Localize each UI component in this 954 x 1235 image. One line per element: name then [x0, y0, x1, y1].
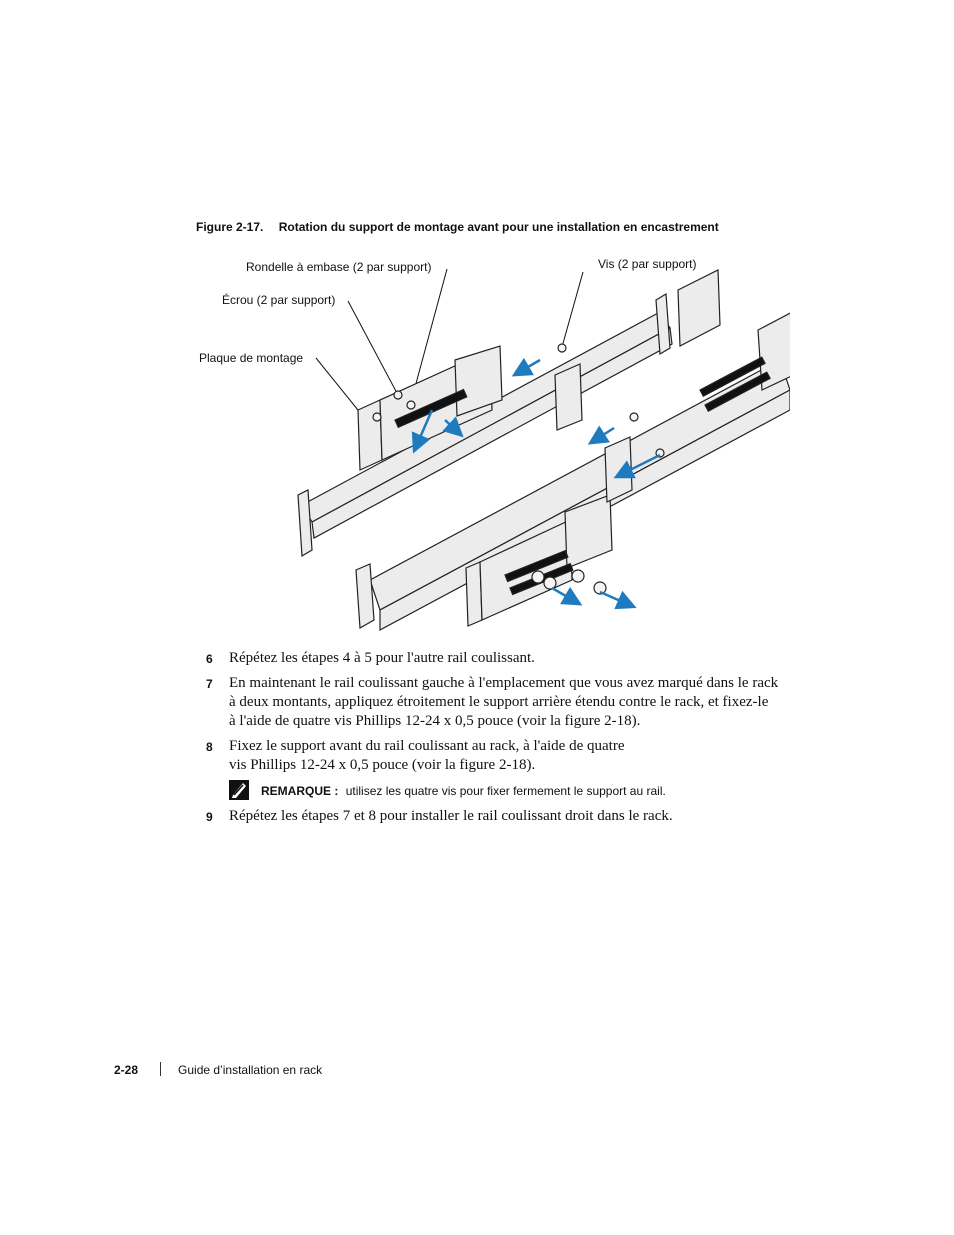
step-number: 9	[206, 810, 213, 824]
footer-divider	[160, 1062, 161, 1076]
step-number: 7	[206, 677, 213, 691]
page-number: 2-28	[114, 1063, 139, 1077]
rail-diagram	[190, 250, 790, 640]
step-text-line: Répétez les étapes 7 et 8 pour installer le rail coulissant droit dans le rack.	[229, 808, 673, 824]
note-body: utilisez les quatre vis pour fixer fermement le support au rail.	[345, 784, 666, 798]
note-label: REMARQUE :	[261, 784, 339, 798]
step-text-line: vis Phillips 12-24 x 0,5 pouce (voir la figure 2-18).	[229, 757, 536, 773]
callout-plate: Plaque de montage	[199, 351, 304, 365]
note	[229, 780, 789, 804]
step-text-line: à deux montants, appliquez étroitement le support arrière étendu contre le rack, et fixez-le	[229, 694, 769, 710]
figure-caption-label: Figure 2-17.	[196, 220, 264, 234]
footer-title: Guide d’installation en rack	[178, 1063, 323, 1077]
callout-nut: Écrou (2 par support)	[222, 293, 336, 307]
callout-screws: Vis (2 par support)	[598, 257, 697, 271]
figure-caption-title: Rotation du support de montage avant pour une installation en encastrement	[278, 220, 719, 234]
step-text-line: Répétez les étapes 4 à 5 pour l'autre rail coulissant.	[229, 650, 535, 666]
step-text-line: Fixez le support avant du rail coulissant au rack, à l'aide de quatre	[229, 738, 625, 754]
step-number: 8	[206, 740, 213, 754]
step-9	[206, 807, 806, 827]
step-6	[206, 649, 806, 669]
figure-caption	[196, 220, 719, 234]
step-text-line: à l'aide de quatre vis Phillips 12-24 x 0,5 pouce (voir la figure 2-18).	[229, 713, 641, 729]
pencil-note-icon	[229, 780, 249, 800]
callout-washer: Rondelle à embase (2 par support)	[246, 260, 432, 274]
step-number: 6	[206, 652, 213, 666]
step-8	[206, 737, 806, 777]
rail-illustration	[190, 250, 790, 640]
step-7	[206, 674, 806, 732]
page-footer	[114, 1062, 322, 1077]
step-text-line: En maintenant le rail coulissant gauche à l'emplacement que vous avez marqué dans le rack	[229, 675, 779, 691]
